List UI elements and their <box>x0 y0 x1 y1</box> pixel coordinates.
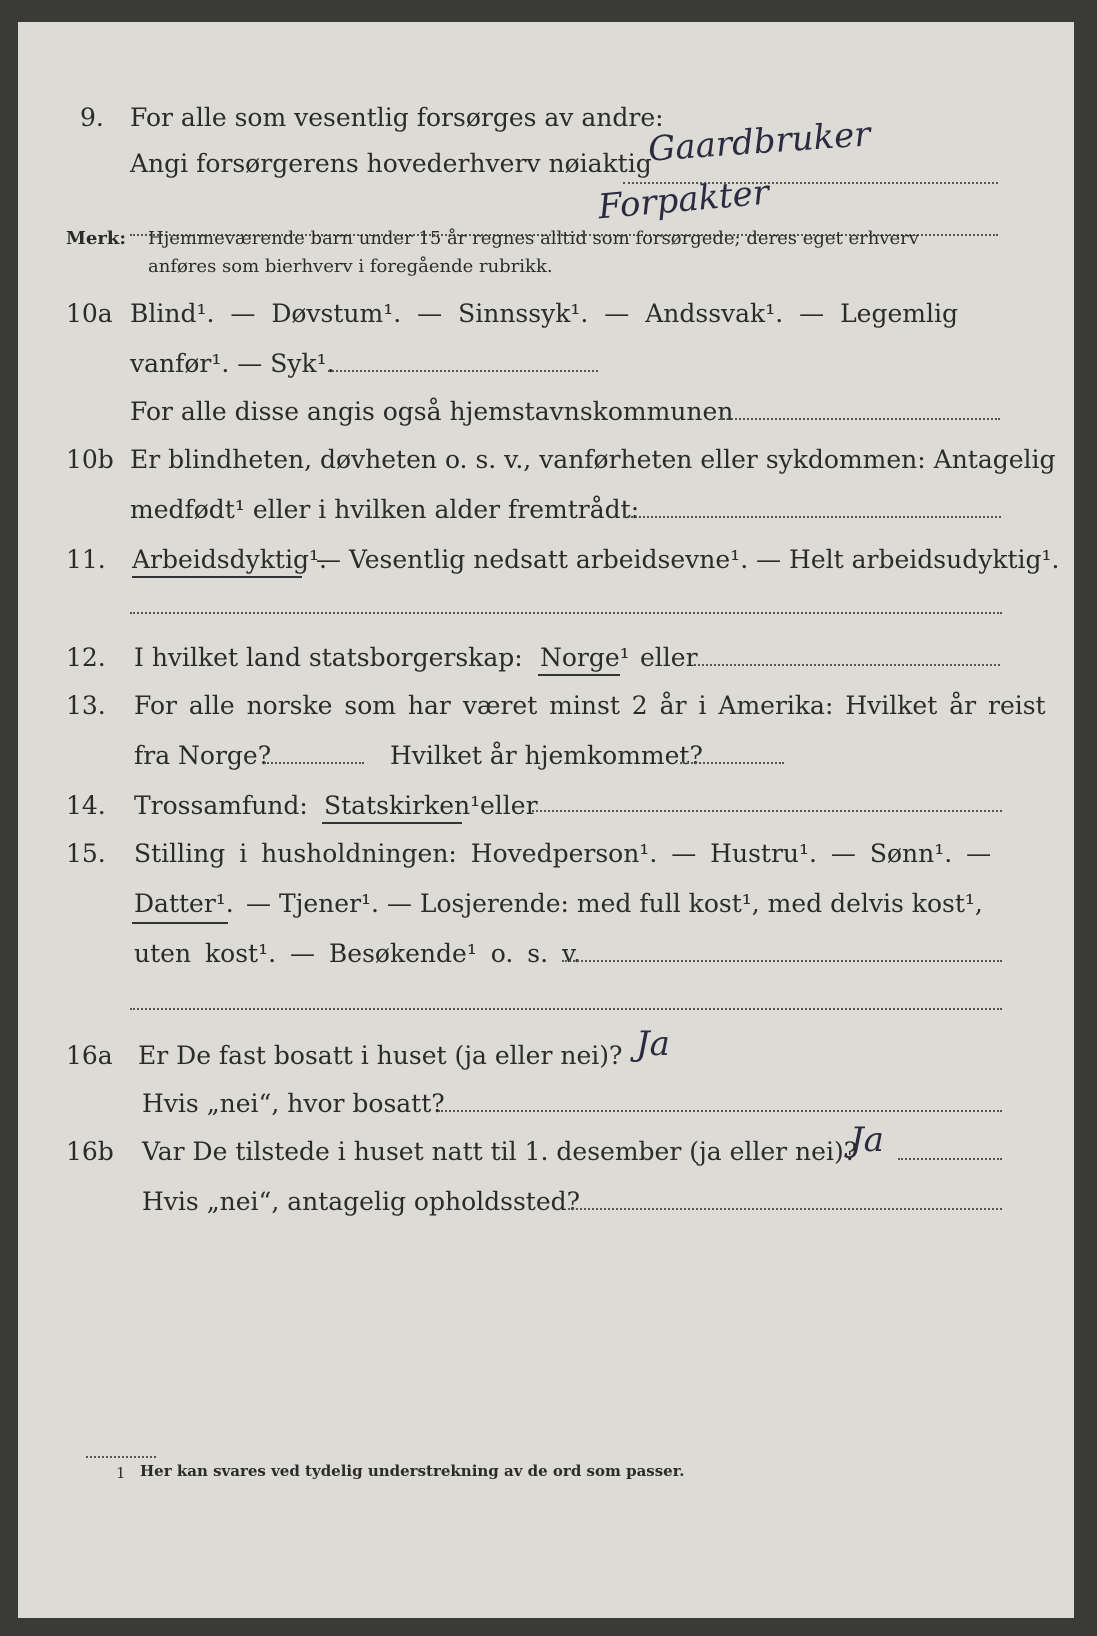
question-number: 16a <box>66 1041 113 1070</box>
handwritten-answer: Forpakter <box>596 172 771 228</box>
question-text: Stilling i husholdningen: Hovedperson¹. — Hustru¹. — Sønn¹. — <box>134 839 992 868</box>
question-text: Hvis „nei“, antagelig opholdssted? <box>142 1187 581 1216</box>
question-text: eller <box>480 791 538 820</box>
question-text: Er De fast bosatt i huset (ja eller nei)? <box>138 1041 623 1070</box>
answer-line <box>623 516 1001 518</box>
question-text: Er blindheten, døvheten o. s. v., vanførheten eller sykdommen: Antagelig <box>130 445 1056 474</box>
selected-option: Arbeidsdyktig¹. <box>132 545 327 574</box>
question-text: Trossamfund: <box>134 791 308 820</box>
question-text: I hvilket land statsborgerskap: <box>134 643 523 672</box>
footnote-rule <box>86 1456 156 1458</box>
question-number: 9. <box>80 103 104 132</box>
selected-option: Norge¹ <box>540 643 630 672</box>
question-text: uten kost¹. — Besøkende¹ o. s. v. <box>134 939 582 968</box>
question-text: Blind¹. — Døvstum¹. — Sinnssyk¹. — Andssvak¹. — Legemlig <box>130 299 958 328</box>
question-number: 16b <box>66 1137 114 1166</box>
question-text: — Tjener¹. — Losjerende: med full kost¹, med delvis kost¹, <box>246 889 983 918</box>
handwritten-answer: Gaardbruker <box>646 114 872 170</box>
question-number: 14. <box>66 791 106 820</box>
question-number: 11. <box>66 545 106 574</box>
handwritten-answer: Ja <box>636 1024 670 1064</box>
handwritten-underline <box>322 822 462 824</box>
question-text: Hvilket år hjemkommet? <box>390 741 703 770</box>
footnote-text: Her kan svares ved tydelig understrekning av de ord som passer. <box>140 1462 685 1480</box>
question-number: 10b <box>66 445 114 474</box>
answer-line <box>562 960 1002 962</box>
question-text: Hvis „nei“, hvor bosatt? <box>142 1089 445 1118</box>
handwritten-underline <box>538 674 620 676</box>
answer-line <box>328 370 598 372</box>
question-number: 12. <box>66 643 106 672</box>
selected-option: Statskirken¹ <box>324 791 481 820</box>
answer-line <box>720 418 1000 420</box>
question-number: 15. <box>66 839 106 868</box>
answer-line <box>694 664 1000 666</box>
question-text: vanfør¹. — Syk¹. <box>130 349 335 378</box>
answer-line <box>568 1208 1002 1210</box>
question-number: 10a <box>66 299 113 328</box>
answer-line <box>898 1158 1002 1160</box>
question-text: For alle norske som har været minst 2 år i Amerika: Hvilket år reist <box>134 691 1046 720</box>
footnote-mark: 1 <box>116 1464 126 1482</box>
merk-text: Hjemmeværende barn under 15 år regnes alltid som forsørgede; deres eget erhverv <box>148 228 919 249</box>
question-text: For alle som vesentlig forsørges av andre: <box>130 103 664 132</box>
answer-line <box>438 1110 1002 1112</box>
answer-line <box>130 1008 1002 1010</box>
merk-label: Merk: <box>66 228 126 249</box>
handwritten-underline <box>132 922 228 924</box>
question-number: 13. <box>66 691 106 720</box>
handwritten-underline <box>132 576 302 578</box>
question-text: Var De tilstede i huset natt til 1. desember (ja eller nei)? <box>142 1137 858 1166</box>
census-form-page <box>18 22 1074 1618</box>
question-text: — Vesentlig nedsatt arbeidsevne¹. — Helt arbeidsudyktig¹. <box>316 545 1060 574</box>
question-text: fra Norge? <box>134 741 272 770</box>
question-text: Angi forsørgerens hovederhverv nøiaktig <box>130 149 652 178</box>
answer-line <box>264 762 364 764</box>
question-text: For alle disse angis også hjemstavnskommunen <box>130 397 734 426</box>
answer-line <box>130 612 1002 614</box>
merk-text: anføres som bierhverv i foregående rubrikk. <box>148 256 553 277</box>
question-text: medfødt¹ eller i hvilken alder fremtrådt: <box>130 495 640 524</box>
answer-line <box>680 762 784 764</box>
selected-option: Datter¹. <box>134 889 234 918</box>
handwritten-answer: Ja <box>850 1120 884 1160</box>
answer-line <box>532 810 1002 812</box>
question-text: eller <box>640 643 698 672</box>
